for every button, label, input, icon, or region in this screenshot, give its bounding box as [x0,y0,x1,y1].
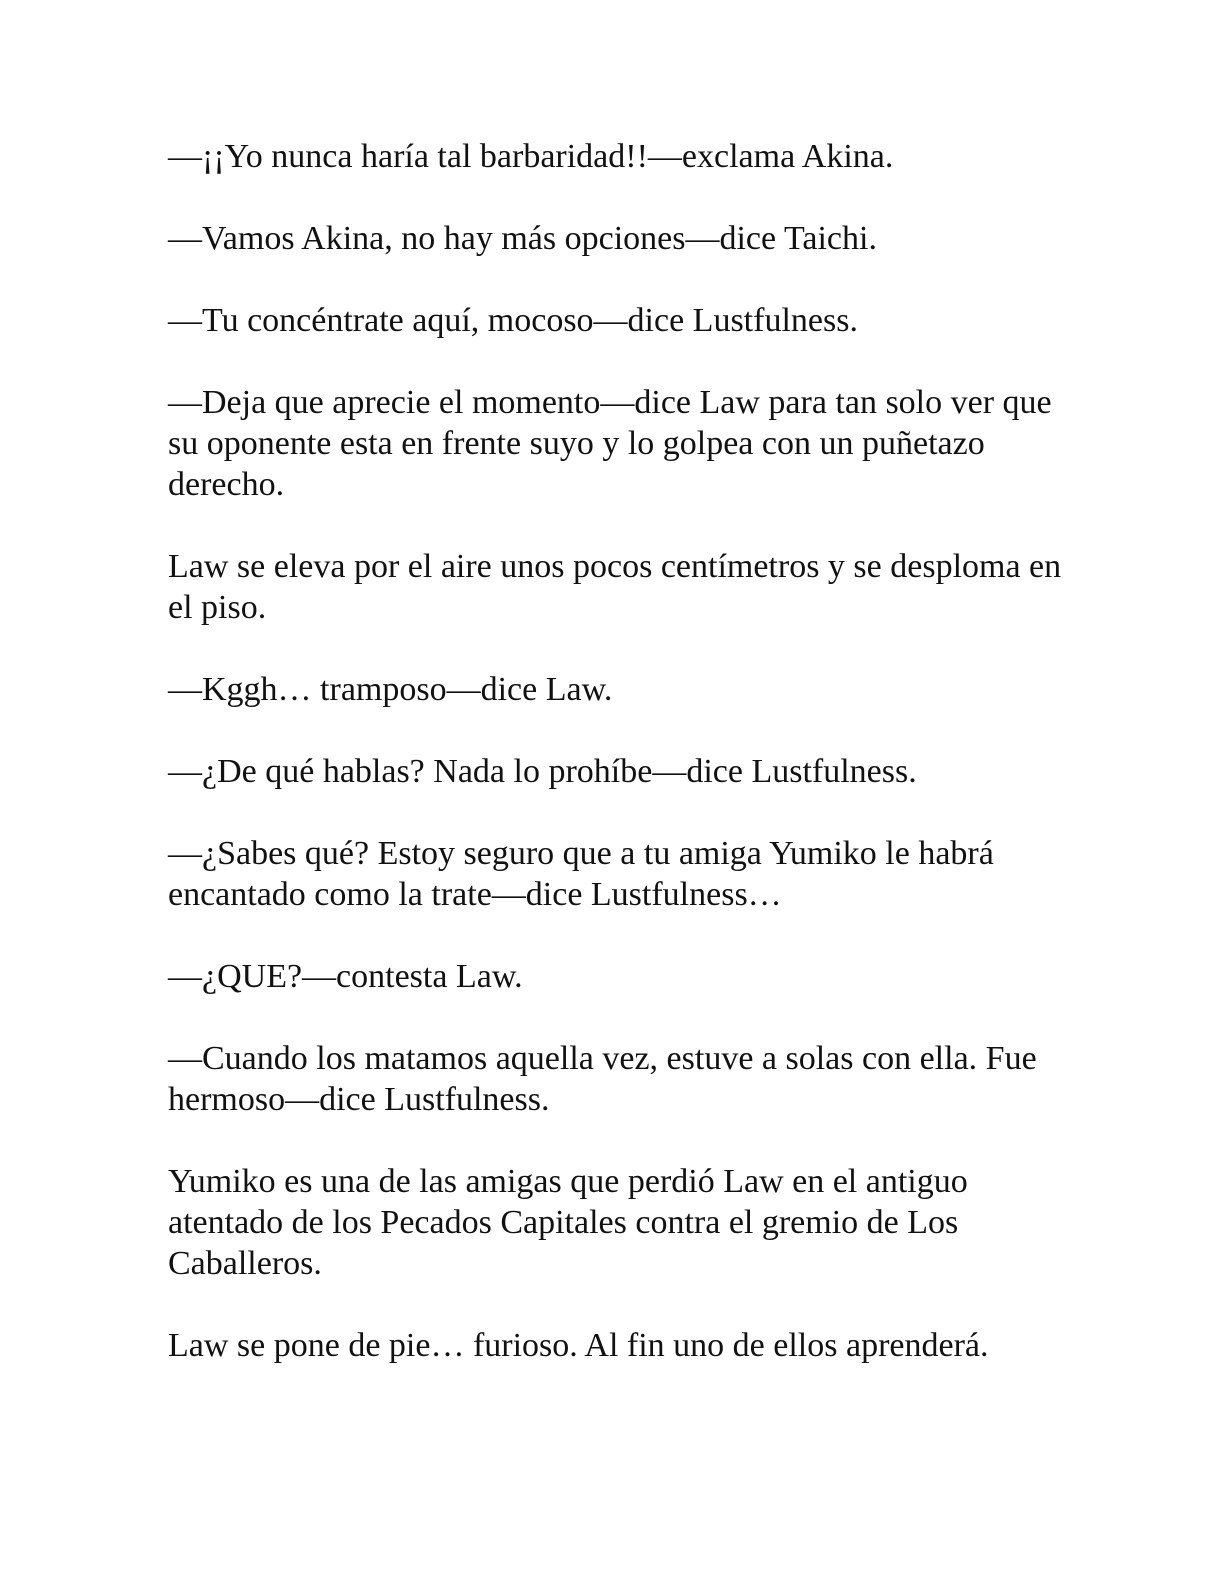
paragraph-1: —¡¡Yo nunca haría tal barbaridad!!—exclama Akina. [168,138,894,175]
paragraph-6: —Kggh… tramposo—dice Law. [168,671,613,708]
paragraph-8: —¿Sabes qué? Estoy seguro que a tu amiga Yumiko le habrá encantado como la trate—dice Lustfulness… [168,835,994,913]
paragraph-5: Law se eleva por el aire unos pocos centímetros y se desploma en el piso. [168,548,1062,626]
paragraph-12: Law se pone de pie… furioso. Al fin uno de ellos aprenderá. [168,1327,989,1364]
paragraph-7: —¿De qué hablas? Nada lo prohíbe—dice Lustfulness. [168,753,917,790]
paragraph-11: Yumiko es una de las amigas que perdió Law en el antiguo atentado de los Pecados Capitales contra el gremio de Los Caballeros. [168,1163,968,1282]
paragraph-4: —Deja que aprecie el momento—dice Law para tan solo ver que su oponente esta en frente suyo y lo golpea con un puñetazo derecho. [168,384,1052,503]
paragraph-3: —Tu concéntrate aquí, mocoso—dice Lustfulness. [168,302,858,339]
paragraph-10: —Cuando los matamos aquella vez, estuve a solas con ella. Fue hermoso—dice Lustfulness. [168,1040,1037,1118]
document-page [168,136,1068,1407]
paragraph-9: —¿QUE?—contesta Law. [168,958,523,995]
paragraph-2: —Vamos Akina, no hay más opciones—dice Taichi. [168,220,877,257]
